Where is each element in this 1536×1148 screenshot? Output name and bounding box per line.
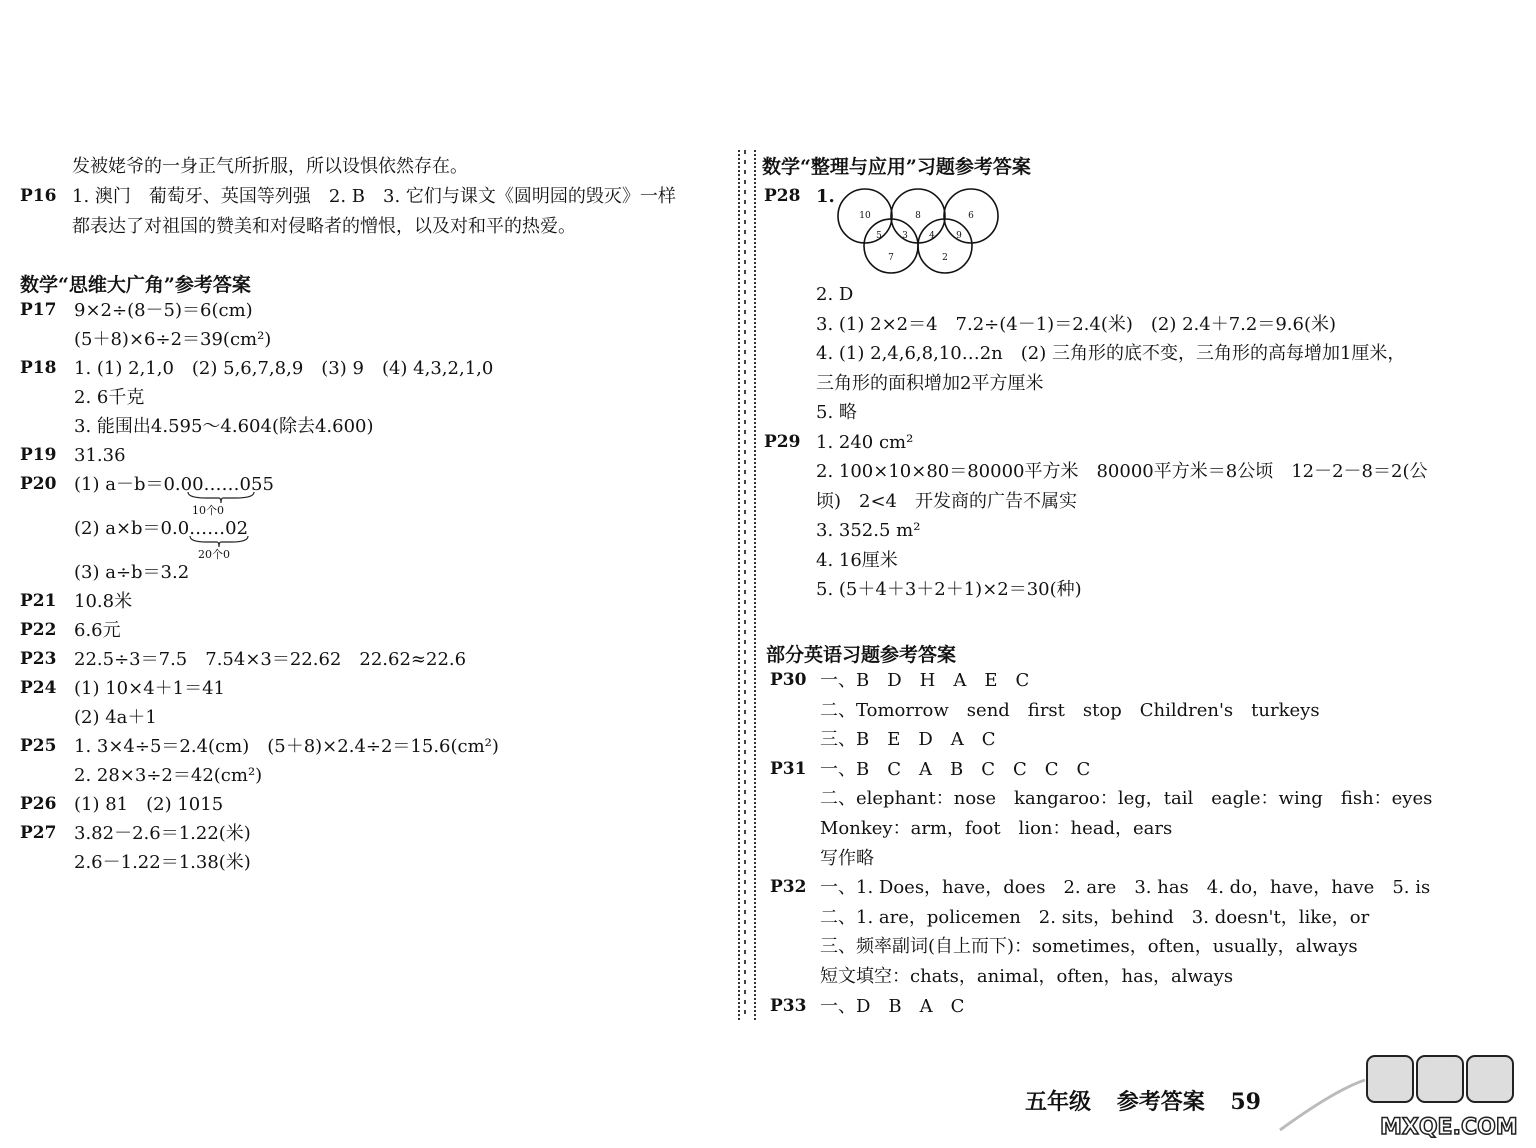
answer-line: 顷) 2<4 开发商的广告不属实 (816, 490, 1078, 512)
answer-line: 3.82－2.6＝1.22(米) (74, 823, 251, 844)
answer-line: Monkey：arm，foot lion：head，ears (820, 818, 1173, 839)
answer-line: 9×2÷(8－5)＝6(cm) (74, 300, 253, 321)
page-label: P24 (20, 678, 57, 698)
page-label: P25 (20, 736, 57, 756)
answer-line: 2.6－1.22＝1.38(米) (74, 852, 251, 873)
answer-line: 22.5÷3＝7.5 7.54×3＝22.62 22.62≈22.6 (74, 649, 467, 670)
page-label-p16: P16 (20, 186, 57, 206)
page-label: P23 (20, 649, 57, 669)
answer-line: 一、1. Does，have，does 2. are 3. has 4. do，have，have 5. is (820, 877, 1431, 899)
answer-line: 三、B E D A C (820, 729, 996, 751)
venn-number: 10 (859, 211, 871, 221)
venn-number: 5 (876, 231, 882, 241)
answer-line: 4. 16厘米 (816, 549, 898, 571)
page-label: P27 (20, 823, 57, 843)
binding-edge (738, 150, 756, 1020)
answer-line: 5. (5＋4＋3＋2＋1)×2＝30(种) (816, 579, 1082, 600)
p16-answer-line-1: 1. 澳门 葡萄牙、英国等列强 2. B 3. 它们与课文《圆明园的毁灭》一样 (72, 186, 676, 207)
answer-line: 二、1. are，policemen 2. sits，behind 3. doesn't，like，or (820, 906, 1370, 928)
footer-title: 参考答案 (1116, 1089, 1205, 1115)
venn-circle-4 (864, 219, 918, 273)
answer-line: (1) 81 (2) 1015 (74, 794, 224, 815)
section-heading-review: 数学“整理与应用”习题参考答案 (762, 156, 1031, 178)
answer-line: 2. D (816, 284, 854, 305)
page-footer (1025, 1085, 1279, 1116)
venn-number: 4 (929, 231, 935, 241)
venn-circle-5 (918, 219, 972, 273)
answer-line: 5. 略 (816, 402, 857, 423)
answer-line: 6.6元 (74, 620, 121, 641)
answer-line: 2. 28×3÷2＝42(cm²) (74, 765, 263, 786)
brace-note-10-zeros: 10个0 (192, 504, 224, 517)
answer-line: 一、B D H A E C (820, 670, 1030, 691)
page-label: P33 (770, 995, 807, 1016)
page-label: P31 (770, 758, 807, 779)
page-label: P21 (20, 591, 57, 611)
left-column (0, 0, 735, 1148)
answer-line: 3. 352.5 m² (816, 520, 921, 541)
answer-line: 2. 6千克 (74, 387, 145, 408)
p28-item-1-number: 1. (816, 186, 835, 207)
answer-line: 1. (1) 2,1,0 (2) 5,6,7,8,9 (3) 9 (4) 4,3,2,1,0 (74, 358, 494, 379)
p16-preceding-line: 发被姥爷的一身正气所折服，所以设惧依然存在。 (72, 156, 468, 177)
answer-line: 二、Tomorrow send first stop Children's turkeys (820, 699, 1320, 721)
venn-number: 8 (915, 211, 921, 221)
answer-line: (1) 10×4＋1＝41 (74, 678, 226, 699)
venn-number: 2 (942, 253, 948, 263)
binding-stitch (744, 150, 746, 1020)
brace-underline-1 (186, 490, 256, 504)
answer-line: 三、频率副词(自上而下)：sometimes，often，usually，always (820, 936, 1358, 958)
page-label: P26 (20, 794, 57, 814)
answer-line: (3) a÷b＝3.2 (74, 562, 190, 583)
answer-line: 写作略 (820, 847, 874, 869)
page-label: P19 (20, 445, 57, 465)
page-label: P18 (20, 358, 57, 378)
p16-answer-line-2: 都表达了对祖国的赞美和对侵略者的憎恨，以及对和平的热爱。 (72, 216, 576, 237)
section-heading-thinking: 数学“思维大广角”参考答案 (20, 274, 251, 296)
brace-note-20-zeros: 20个0 (198, 548, 230, 561)
answer-line: (5＋8)×6÷2＝39(cm²) (74, 329, 272, 350)
answer-line: 31.36 (74, 445, 126, 466)
answer-line: 一、D B A C (820, 995, 965, 1017)
footer-page-number: 59 (1230, 1089, 1261, 1115)
page-label: P32 (770, 877, 807, 898)
answer-line: 3. 能围出4.595～4.604(除去4.600) (74, 416, 374, 437)
page-label: P22 (20, 620, 57, 640)
answer-line: 三角形的面积增加2平方厘米 (816, 372, 1044, 394)
answer-line: (1) a－b＝0.00……055 (74, 474, 274, 495)
venn-number: 6 (968, 211, 974, 221)
answer-line: 一、B C A B C C C C (820, 758, 1091, 780)
answer-line: 4. (1) 2,4,6,8,10…2n (2) 三角形的底不变，三角形的高每增加1厘米， (816, 343, 1406, 364)
page-label: P30 (770, 670, 807, 690)
venn-number: 9 (956, 231, 962, 241)
footer-grade: 五年级 (1025, 1089, 1092, 1115)
answer-line: 2. 100×10×80＝80000平方米 80000平方米＝8公顷 12－2－8＝2(公 (816, 461, 1428, 482)
venn-diagram (835, 188, 1005, 278)
page-label: P20 (20, 474, 57, 494)
answer-line: (2) 4a＋1 (74, 707, 157, 728)
page-label: P17 (20, 300, 57, 320)
page-label-p28: P28 (764, 186, 801, 206)
brace-underline-2 (188, 534, 250, 548)
section-heading-english: 部分英语习题参考答案 (766, 644, 957, 666)
answer-line: 1. 3×4÷5＝2.4(cm) (5＋8)×2.4÷2＝15.6(cm²) (74, 736, 499, 757)
answer-line: 二、elephant：nose kangaroo：leg，tail eagle：wing fish：eyes (820, 788, 1433, 810)
watermark-text: MXQE.COM (1380, 1115, 1518, 1140)
answer-line: 短文填空：chats，animal，often，has，always (820, 966, 1234, 987)
venn-number: 3 (902, 231, 908, 241)
answer-line: (2) a×b＝0.0……02 (74, 518, 249, 539)
answer-line: 3. (1) 2×2＝4 7.2÷(4－1)＝2.4(米) (2) 2.4＋7.2＝9.6(米) (816, 313, 1337, 335)
page-label: P29 (764, 431, 801, 452)
answer-line: 1. 240 cm² (816, 431, 914, 453)
venn-number: 7 (888, 253, 894, 263)
answer-line: 10.8米 (74, 591, 133, 612)
right-column (760, 0, 1536, 1148)
